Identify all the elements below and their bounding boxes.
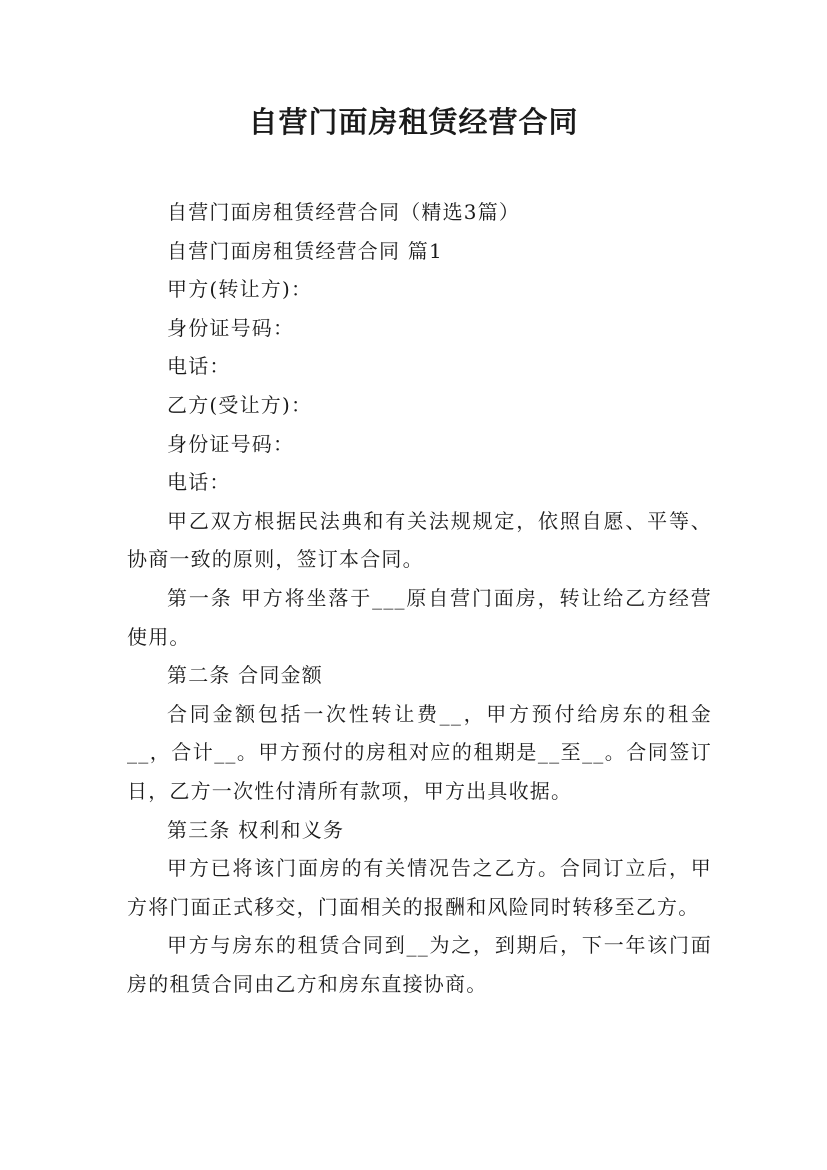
paragraph-article-3-body-1: 甲方已将该门面房的有关情况告之乙方。合同订立后，甲方将门面正式移交，门面相关的报酬和风险同时转移至乙方。 bbox=[127, 856, 712, 919]
paragraph-party-b-id: 身份证号码： bbox=[167, 431, 295, 456]
paragraph-party-b-phone: 电话： bbox=[167, 470, 231, 495]
paragraph-article-2-heading: 第二条 合同金额 bbox=[167, 663, 323, 688]
paragraph-party-a: 甲方(转让方)： bbox=[167, 277, 313, 302]
paragraph-party-a-phone: 电话： bbox=[167, 354, 231, 379]
document-body bbox=[127, 193, 712, 1003]
paragraph-section-heading: 自营门面房租赁经营合同 篇1 bbox=[167, 238, 443, 263]
paragraph-article-2-body: 合同金额包括一次性转让费__，甲方预付给房东的租金__，合计__。甲方预付的房租对应的租期是__至__。合同签订日，乙方一次性付清所有款项，甲方出具收据。 bbox=[127, 701, 712, 803]
paragraph-article-3-body-2: 甲方与房东的租赁合同到__为之，到期后，下一年该门面房的租赁合同由乙方和房东直接协商。 bbox=[127, 933, 712, 996]
paragraph-article-1: 第一条 甲方将坐落于___原自营门面房，转让给乙方经营使用。 bbox=[127, 585, 712, 649]
paragraph-party-a-id: 身份证号码： bbox=[167, 315, 295, 340]
paragraph-article-3-heading: 第三条 权利和义务 bbox=[167, 817, 345, 842]
paragraph-party-b: 乙方(受让方)： bbox=[167, 392, 313, 417]
paragraph-preamble: 甲乙双方根据民法典和有关法规规定，依照自愿、平等、协商一致的原则，签订本合同。 bbox=[127, 508, 712, 572]
paragraph-collection-title: 自营门面房租赁经营合同（精选3篇） bbox=[167, 200, 521, 224]
document-title: 自营门面房租赁经营合同 bbox=[248, 105, 579, 139]
